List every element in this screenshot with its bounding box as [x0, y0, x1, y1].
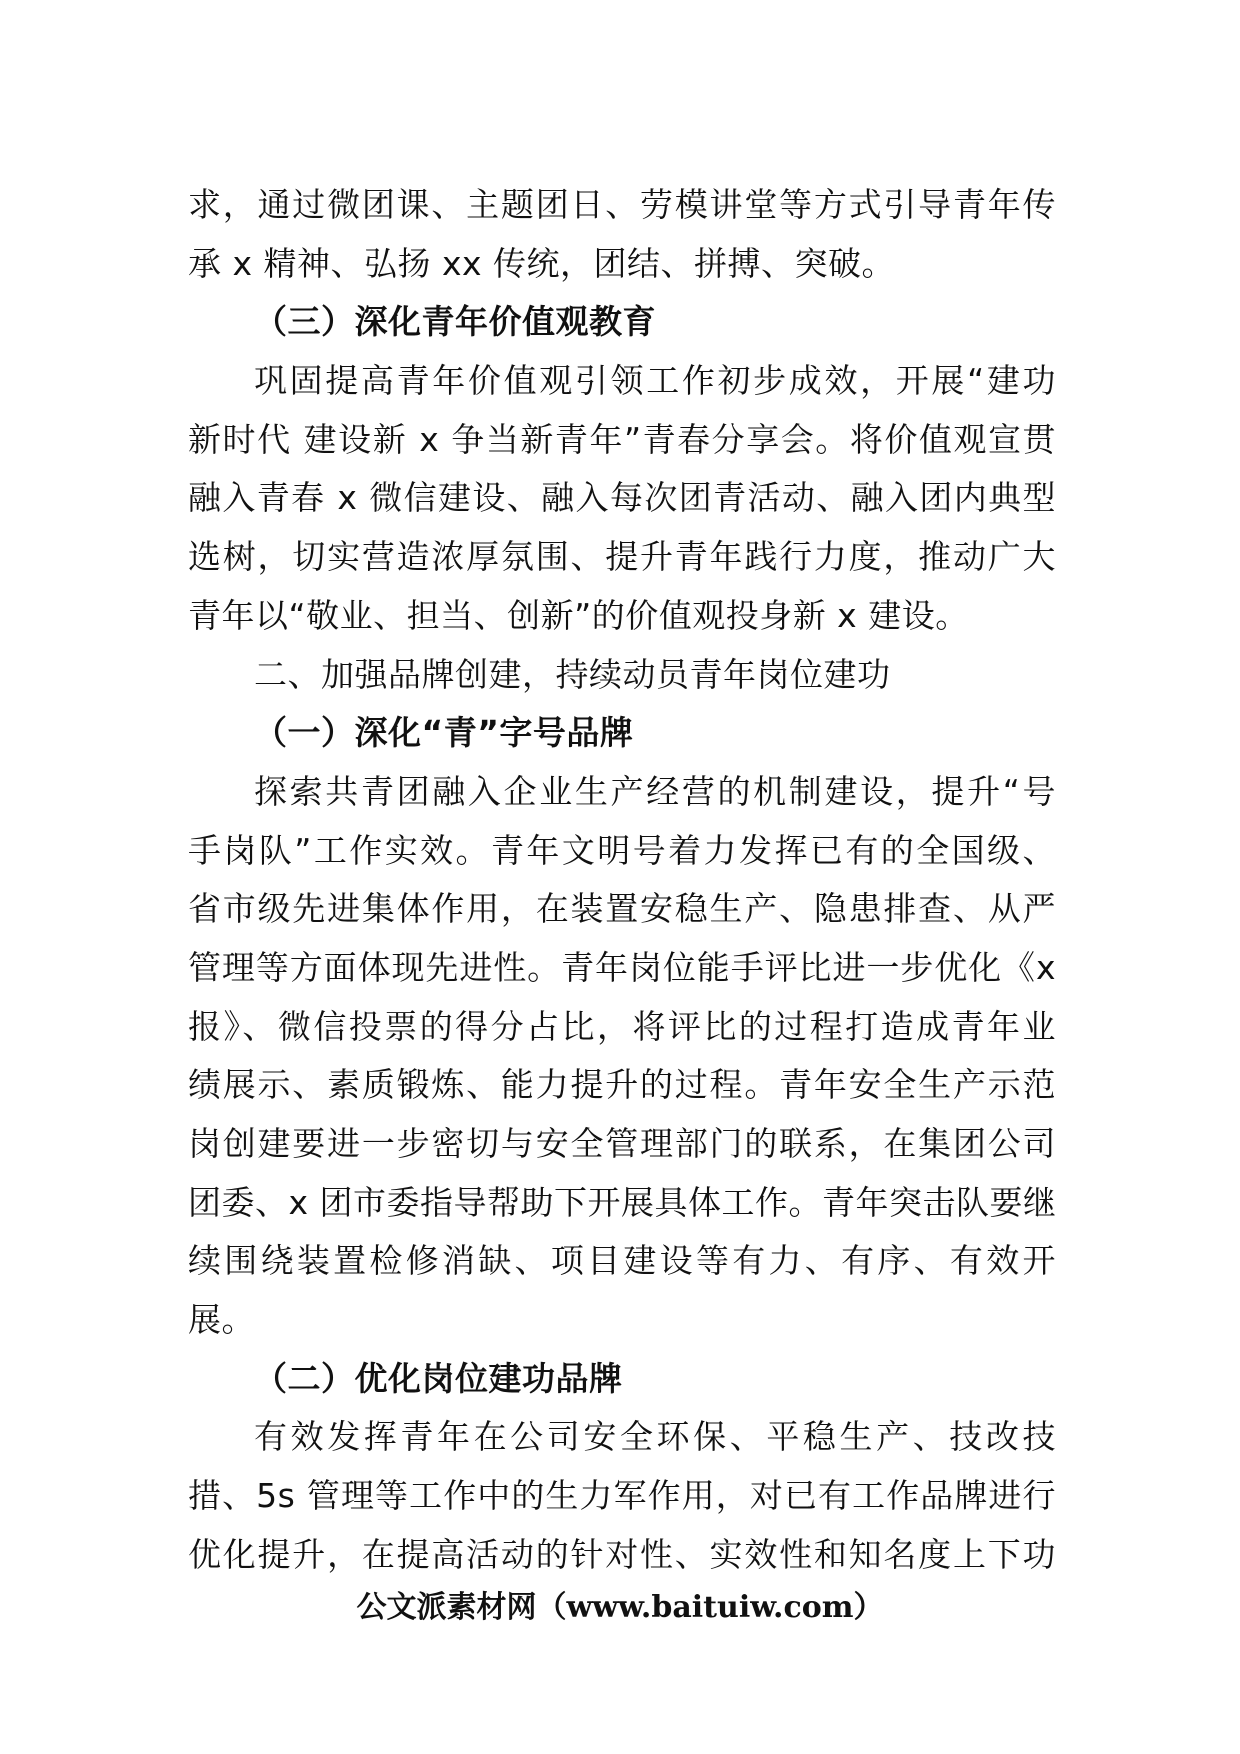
section-heading: （一）深化“青”字号品牌 [254, 713, 634, 753]
text-line: 展。 [188, 1300, 255, 1340]
text-line: 绩展示、素质锻炼、能力提升的过程。青年安全生产示范 [188, 1065, 1056, 1105]
text-line: 措、5s 管理等工作中的生力军作用，对已有工作品牌进行 [188, 1476, 1056, 1516]
text-line: 优化提升，在提高活动的针对性、实效性和知名度上下功 [188, 1534, 1056, 1574]
text-line: 报》、微信投票的得分占比，将评比的过程打造成青年业 [188, 1006, 1056, 1046]
section-heading: （三）深化青年价值观教育 [254, 302, 656, 342]
text-line: 岗创建要进一步密切与安全管理部门的联系，在集团公司 [188, 1124, 1056, 1163]
text-line: 新时代 建设新 x 争当新青年”青春分享会。将价值观宣贯 [188, 419, 1056, 459]
chapter-title: 二、加强品牌创建，持续动员青年岗位建功 [254, 654, 891, 694]
text-line: 青年以“敬业、担当、创新”的价值观投身新 x 建设。 [188, 595, 969, 635]
text-line: 手岗队”工作实效。青年文明号着力发挥已有的全国级、 [188, 830, 1056, 870]
text-line: 续围绕装置检修消缺、项目建设等有力、有序、有效开 [188, 1241, 1056, 1281]
text-line: 求，通过微团课、主题团日、劳模讲堂等方式引导青年传 [188, 185, 1056, 224]
text-line: 团委、x 团市委指导帮助下开展具体工作。青年突击队要继 [188, 1182, 1057, 1222]
text-line: 管理等方面体现先进性。青年岗位能手评比进一步优化《x [188, 947, 1056, 987]
text-line: 融入青春 x 微信建设、融入每次团青活动、融入团内典型 [188, 478, 1056, 518]
paragraph-first-line: 巩固提高青年价值观引领工作初步成效，开展“建功 [254, 361, 1056, 401]
text-line: 承 x 精神、弘扬 xx 传统，团结、拼搏、突破。 [188, 243, 896, 283]
text-line: 省市级先进集体作用，在装置安稳生产、隐患排查、从严 [188, 889, 1056, 929]
footer-watermark: 公文派素材网（www.baituiw.com） [356, 1590, 884, 1625]
document-body [188, 176, 1056, 1585]
paragraph-first-line: 探索共青团融入企业生产经营的机制建设，提升“号 [254, 771, 1056, 811]
section-heading: （二）优化岗位建功品牌 [254, 1358, 623, 1398]
paragraph-first-line: 有效发挥青年在公司安全环保、平稳生产、技改技 [254, 1417, 1056, 1457]
text-line: 选树，切实营造浓厚氛围、提升青年践行力度，推动广大 [188, 537, 1056, 577]
